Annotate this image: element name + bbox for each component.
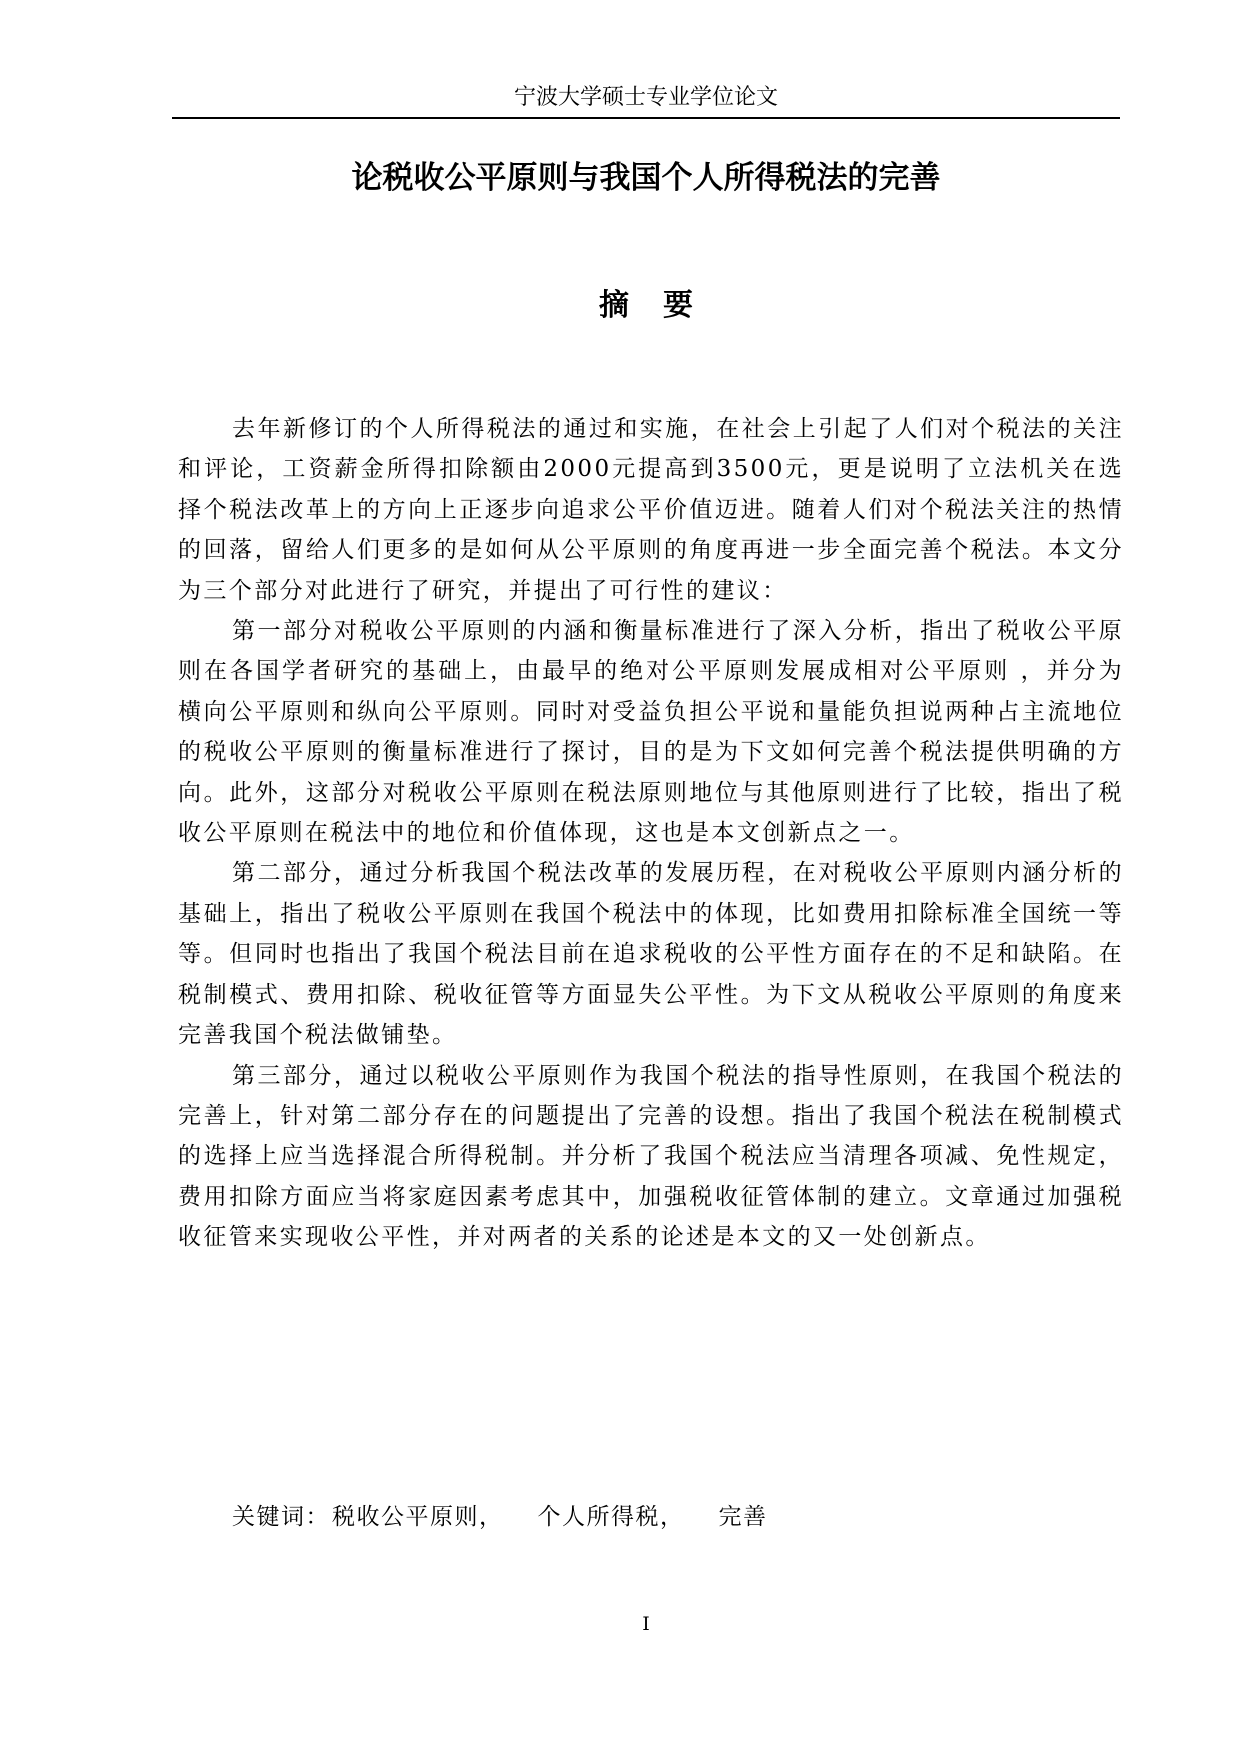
keywords-label: 关键词： [232, 1504, 330, 1530]
abstract-paragraph: 第一部分对税收公平原则的内涵和衡量标准进行了深入分析，指出了税收公平原则在各国学者研究的基础上，由最早的绝对公平原则发展成相对公平原则 ，并分为横向公平原则和纵向公平原则。同时对受益负担公平说和量能负担说两种占主流地位的税收公平原则的衡量标准进行了探讨，目的是为下文如何完善个税法提供明确的方向。此外，这部分对税收公平原则在税法原则地位与其他原则进行了比较，指出了税收公平原则在税法中的地位和价值体现，这也是本文创新点之一。 [178, 618, 1124, 847]
abstract-body [178, 409, 1124, 1258]
header-rule [172, 117, 1120, 119]
keyword-item: 完善 [718, 1504, 768, 1530]
abstract-paragraph: 第三部分，通过以税收公平原则作为我国个税法的指导性原则，在我国个税法的完善上，针对第二部分存在的问题提出了完善的设想。指出了我国个税法在税制模式的选择上应当选择混合所得税制。并分析了我国个税法应当清理各项减、免性规定，费用扣除方面应当将家庭因素考虑其中，加强税收征管体制的建立。文章通过加强税收征管来实现收公平性，并对两者的关系的论述是本文的又一处创新点。 [178, 1062, 1124, 1251]
running-header: 宁波大学硕士专业学位论文 [513, 85, 778, 110]
keyword-item: 税收公平原则， [332, 1504, 504, 1530]
keyword-item: 个人所得税， [537, 1504, 685, 1530]
thesis-title: 论税收公平原则与我国个人所得税法的完善 [351, 160, 941, 196]
abstract-heading: 摘要 [599, 288, 727, 323]
abstract-paragraph: 去年新修订的个人所得税法的通过和实施，在社会上引起了人们对个税法的关注和评论，工资薪金所得扣除额由2000元提高到3500元，更是说明了立法机关在选择个税法改革上的方向上正逐步向追求公平价值迈进。随着人们对个税法关注的热情的回落，留给人们更多的是如何从公平原则的角度再进一步全面完善个税法。本文分为三个部分对此进行了研究，并提出了可行性的建议： [178, 416, 1124, 604]
abstract-paragraph: 第二部分，通过分析我国个税法改革的发展历程，在对税收公平原则内涵分析的基础上，指出了税收公平原则在我国个税法中的体现，比如费用扣除标准全国统一等等。但同时也指出了我国个税法目前在追求税收的公平性方面存在的不足和缺陷。在税制模式、费用扣除、税收征管等方面显失公平性。为下文从税收公平原则的角度来完善我国个税法做铺垫。 [178, 860, 1124, 1049]
keywords [232, 1502, 768, 1532]
page-number: I [642, 1613, 650, 1635]
